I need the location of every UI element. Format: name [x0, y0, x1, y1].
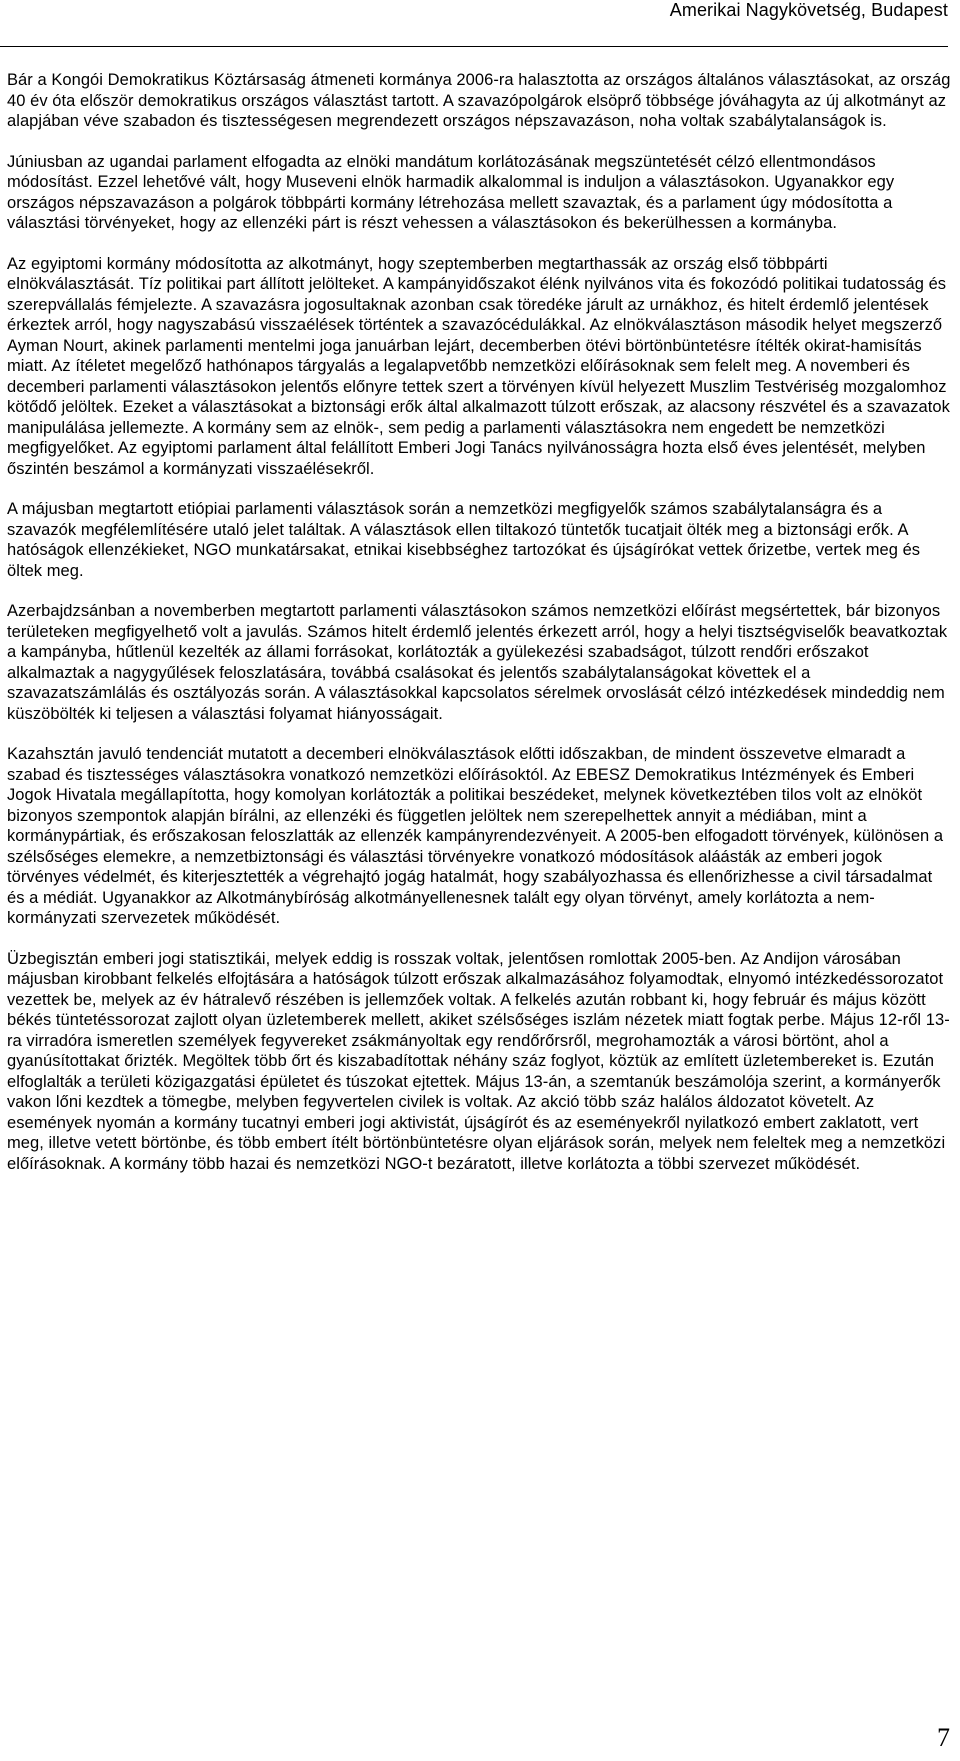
paragraph-uzbekistan: Üzbegisztán emberi jogi statisztikái, melyek eddig is rosszak voltak, jelentősen romlottak 2005-ben. Az Andijon városában májusban kirobbant felkelés elfojtására a hatóságok túlzott erőszak alkalmazásához folyamodtak, elnyomó intézkedéssorozatot vezettek be, melyek az év hátralevő részében is jellemzőek voltak. A felkelés azután robbant ki, hogy február és május között békés tüntetéssorozat zajlott olyan üzletemberek mellett, akiket szélsőséges iszlám nézetek miatt fogtak perbe. Május 12-ről 13-ra virradóra ismeretlen személyek fegyvereket zsákmányoltak egy rendőrőrsről, megrohamozták a városi börtönt, ahol a gyanúsítottakat őrizték. Megöltek több őrt és kiszabadítottak néhány száz foglyot, köztük az említett üzletembereket is. Ezután elfoglalták a területi közigazgatási épületet és túszokat ejtettek. Május 13-án, a szemtanúk beszámolója szerint, a kormányerők vakon lőni kezdtek a tömegbe, melyben fegyvertelen civilek is voltak. Az akció több száz halálos áldozatot követelt. Az események nyomán a kormány tucatnyi emberi jogi aktivistát, újságírót és az eseményekről nyilatkozó embert zaklatott, vert meg, illetve vetett börtönbe, és több embert ítélt börtönbüntetésre olyan eljárások során, melyek nem feleltek meg a nemzetközi előírásoknak. A kormány több hazai és nemzetközi NGO-t bezáratott, illetve korlátozta a többi szervezet működését.: [7, 949, 950, 1173]
paragraph-congo: Bár a Kongói Demokratikus Köztársaság átmeneti kormánya 2006-ra halasztotta az országos általános választásokat, az ország 40 év óta először demokratikus országos választást tartott. A szavazópolgárok elsöprő többsége jóváhagyta az új alkotmányt az alapjában véve szabadon és tisztességesen megrendezett országos népszavazáson, noha voltak szabálytalanságok is.: [7, 71, 951, 130]
page-header: [0, 0, 948, 47]
document-body: [7, 70, 951, 1194]
header-title: Amerikai Nagykövetség, Budapest: [669, 0, 948, 20]
page-number: 7: [937, 1723, 950, 1752]
paragraph-ethiopia: A májusban megtartott etiópiai parlamenti választások során a nemzetközi megfigyelők számos szabálytalanságra és a szavazók megfélemlítésére utaló jelet találtak. A választások ellen tiltakozó tüntetők tucatjait ölték meg a biztonsági erők. A hatóságok ellenzékieket, NGO munkatársakat, etnikai kisebbséghez tartozókat és újságírókat vettek őrizetbe, vertek meg és öltek meg.: [7, 500, 921, 580]
paragraph-uganda: Júniusban az ugandai parlament elfogadta az elnöki mandátum korlátozásának megszüntetését célzó ellentmondásos módosítást. Ezzel lehetővé vált, hogy Museveni elnök harmadik alkalommal is induljon a választásokon. Ugyanakkor egy országos népszavazáson a polgárok többpárti kormány létrehozása mellett szavaztak, és a parlament úgy módosította a választási törvényeket, hogy az ellenzéki párt is részt vehessen a választásokon és bekerülhessen a kormányba.: [7, 152, 895, 232]
paragraph-kazakhstan: Kazahsztán javuló tendenciát mutatott a decemberi elnökválasztások előtti időszakban, de mindent összevetve elmaradt a szabad és tisztességes választásokra vonatkozó nemzetközi előírásoktól. Az EBESZ Demokratikus Intézmények és Emberi Jogok Hivatala megállapította, hogy komolyan korlátozták a politikai beszédeket, melynek következtében tilos volt az elnököt bizonyos szempontok alapján bírálni, az ellenzéki és független jelöltek nem szerepelhettek annyit a médiában, mint a kormánypártiak, és erőszakosan feloszlatták az ellenzék kampányrendezvényeit. A 2005-ben elfogadott törvények, különösen a szélsőséges elemekre, a nemzetbiztonsági és választási törvényekre vonatkozó módosítások aláásták az emberi jogok törvényes védelmét, és kiterjesztették a végrehajtó jogág hatalmát, hogy szabályozhassa és ellenőrizhesse a civil társadalmat és a médiát. Ugyanakkor az Alkotmánybíróság alkotmányellenesnek talált egy olyan törvényt, amely korlátozta a nem-kormányzati szervezetek működését.: [7, 745, 944, 927]
paragraph-egypt: Az egyiptomi kormány módosította az alkotmányt, hogy szeptemberben megtarthassák az ország első többpárti elnökválasztását. Tíz politikai part állított jelölteket. A kampányidőszakot élénk nyilvános vita és fokozódó politikai tudatosság és szerepvállalás fémjelezte. A szavazásra jogosultaknak azonban csak töredéke járult az urnákhoz, és hitelt érdemlő jelentések érkeztek arról, hogy nagyszabású visszaélések történtek a szavazócédulákkal. Az elnökválasztáson második helyet megszerző Ayman Nourt, akinek parlamenti mentelmi joga januárban lejárt, decemberben ötévi börtönbüntetésre ítélték okirat-hamisítás miatt. Az ítéletet megelőző hathónapos tárgyalás a legalapvetőbb nemzetközi előírásoknak sem felelt meg. A novemberi és decemberi parlamenti választásokon jelentős előnyre tettek szert a törvényen kívül helyezett Muszlim Testvériség mozgalomhoz kötődő jelöltek. Ezeket a választásokat a biztonsági erők által alkalmazott túlzott erőszak, az alacsony részvétel és a szavazatok manipulálása jellemezte. A kormány sem az elnök-, sem pedig a parlamenti választásokra nem engedett be nemzetközi megfigyelőket. Az egyiptomi parlament által felállított Emberi Jogi Tanács nyilvánosságra hozta első éves jelentését, melyben őszintén beszámol a kormányzati visszaélésekről.: [7, 254, 950, 478]
paragraph-azerbaijan: Azerbajdzsánban a novemberben megtartott parlamenti választásokon számos nemzetközi előírást megsértettek, bár bizonyos területeken megfigyelhető volt a javulás. Számos hitelt érdemlő jelentés érkezett arról, hogy a helyi tisztségviselők beavatkoztak a kampányba, hűtlenül kezelték az állami forrásokat, korlátozták a gyülekezési szabadságot, túlzott rendőri erőszakot alkalmaztak a nagygyűlések feloszlatására, továbbá csalásokat és jelentős szabálytalanságokat követtek el a szavazatszámlálás és osztályozás során. A választásokkal kapcsolatos sérelmek orvoslását célzó intézkedések mindeddig nem küszöbölték ki teljesen a választási folyamat hiányosságait.: [7, 602, 948, 723]
